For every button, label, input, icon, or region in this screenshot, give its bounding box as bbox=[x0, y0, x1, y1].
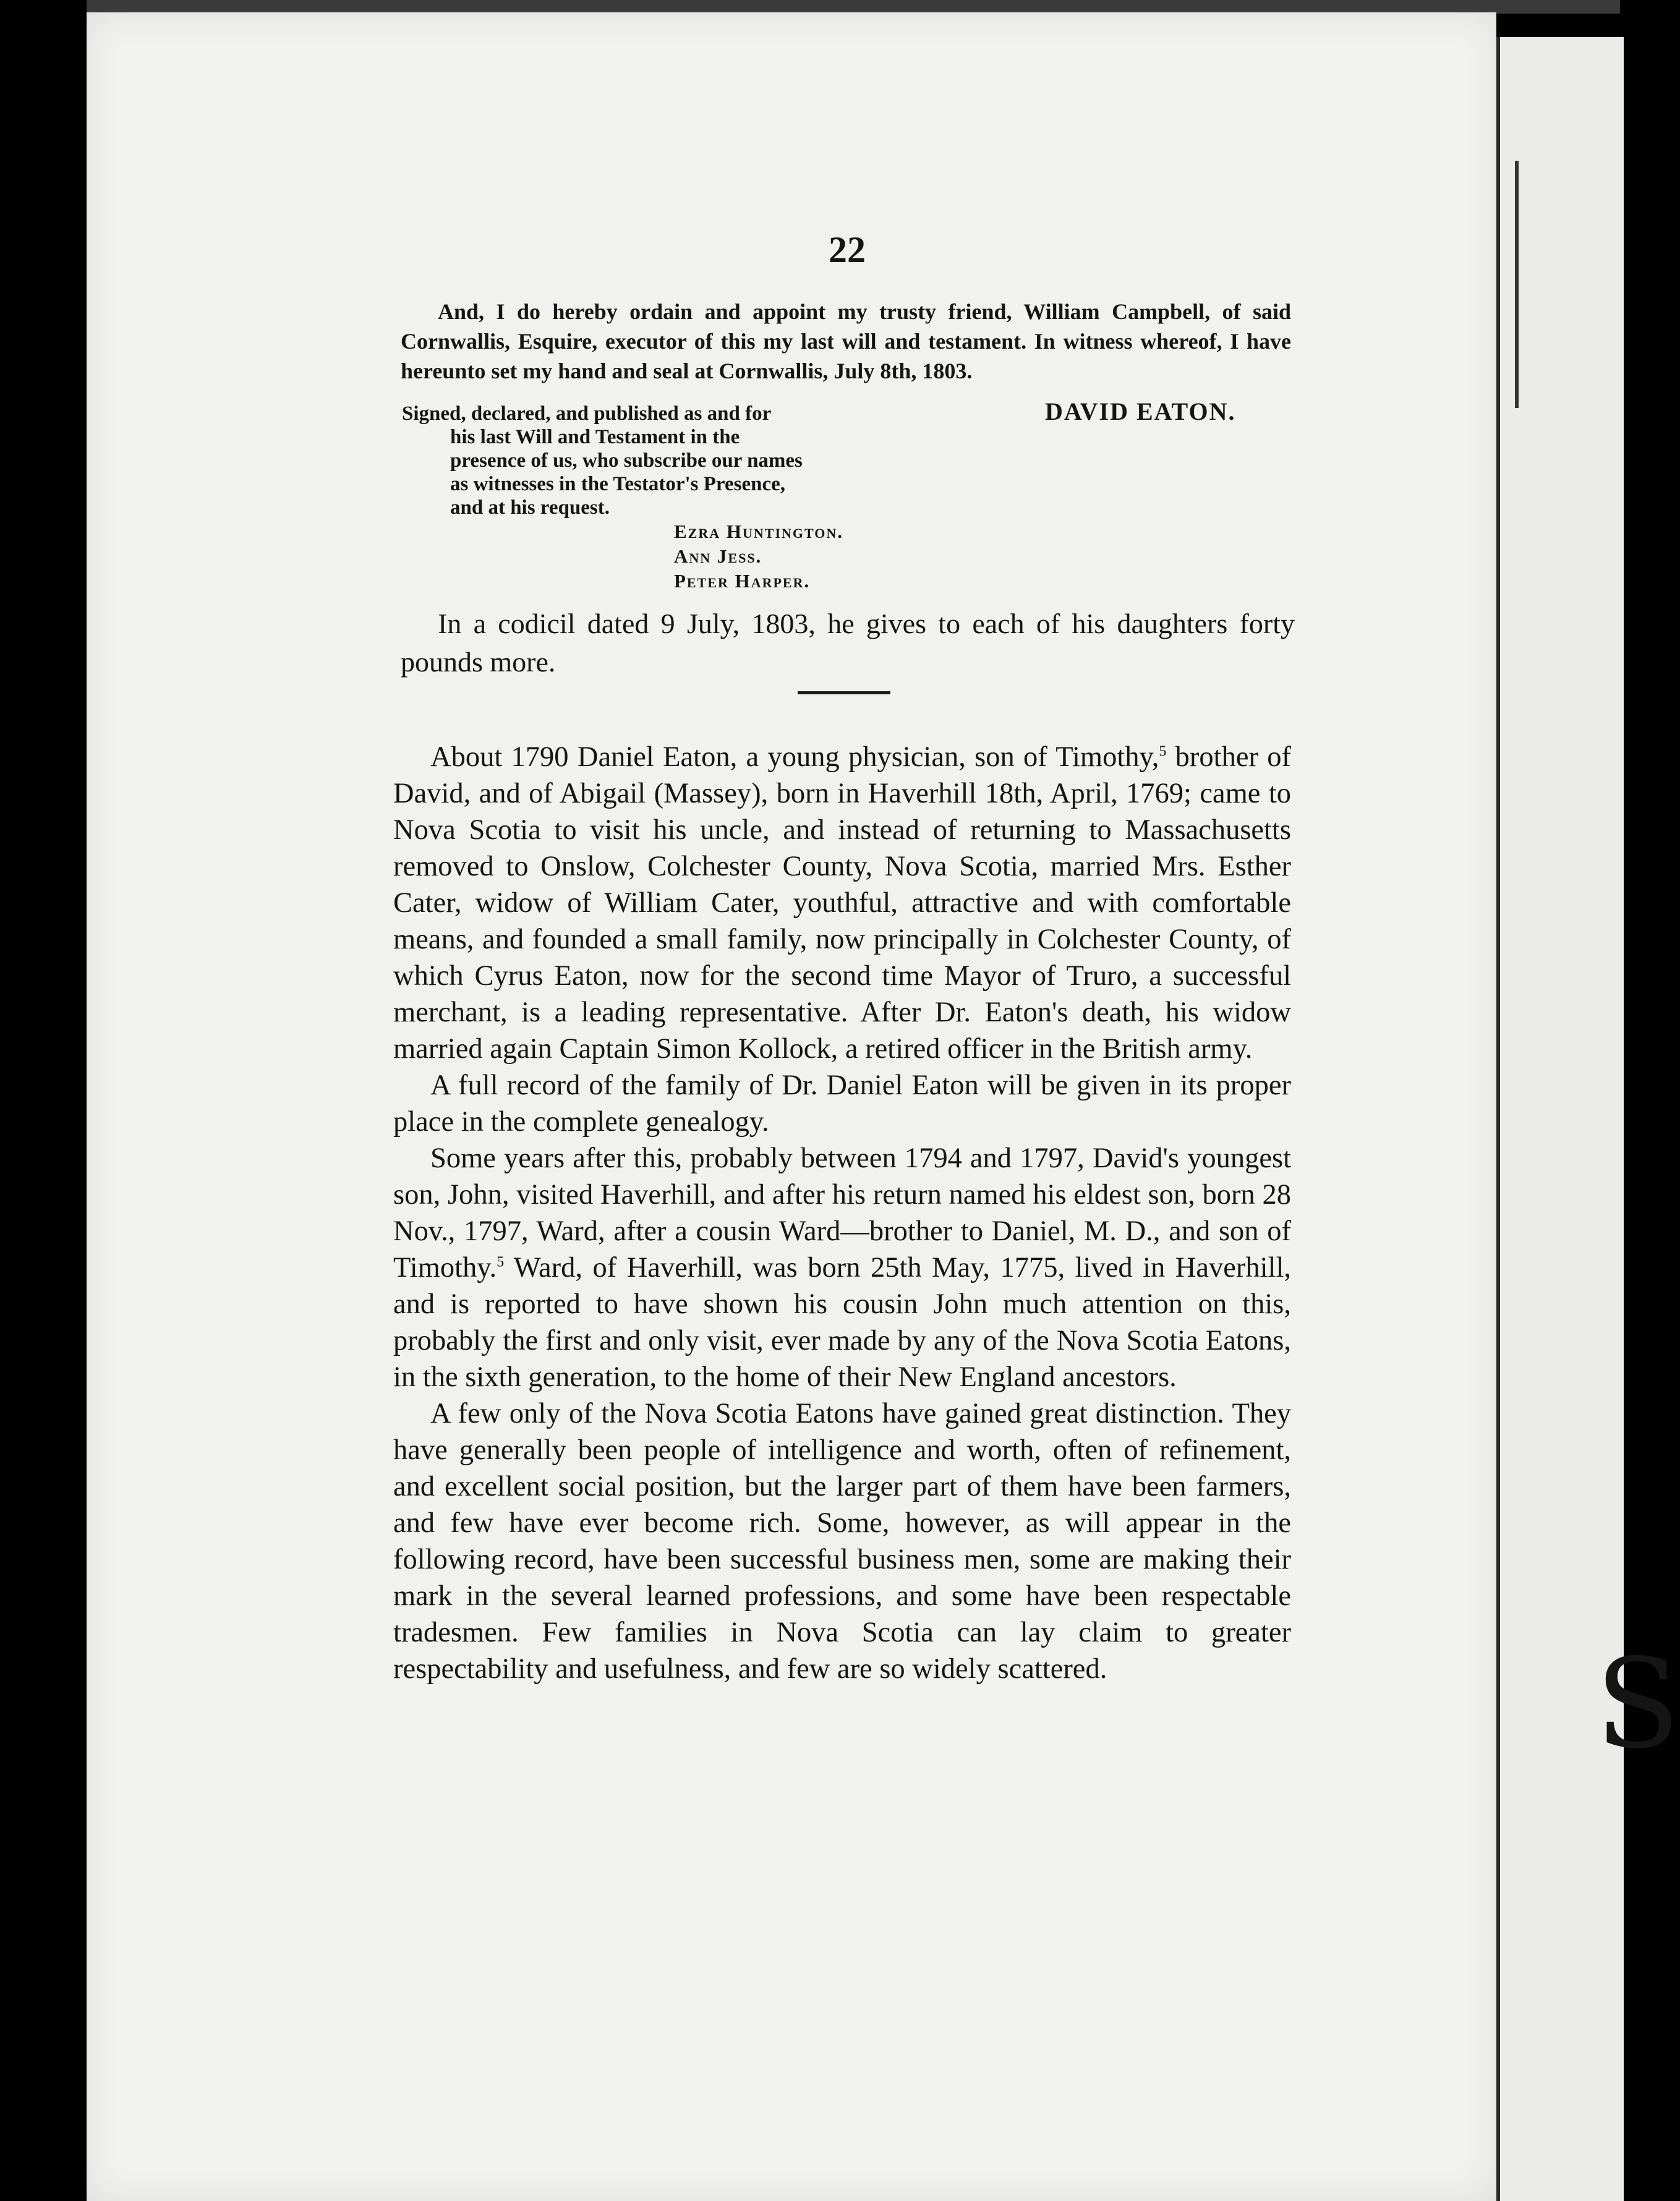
witness-name: Ann Jess. bbox=[674, 545, 762, 567]
testator-signature: DAVID EATON. bbox=[1045, 398, 1236, 425]
paragraph-text: brother of David, and of Abigail (Massey), born in Haverhill 18th, April, 1769; came to Nova Scotia to visit his uncle, and instead of returning to Massachusetts removed to Onslow, Colchester County, Nova Scotia, married Mrs. Esther Cater, widow of William Cater, youthful, attractive and with comfortable means, and founded a small family, now principally in Colchester County, of which Cyrus Eaton, now for the second time Mayor of Truro, a successful merchant, is a leading representative. After Dr. Eaton's death, his widow married again Captain Simon Kollock, a retired officer in the British army. bbox=[393, 741, 1291, 1065]
adjacent-page-glyph: S bbox=[1595, 1632, 1680, 1776]
paragraph-text: A few only of the Nova Scotia Eatons have gained great distinction. They have generally been people of intelligence and worth, often of refinement, and excellent social position, but the larger part of them have been farmers, and few have ever become rich. Some, however, as will appear in the following record, have been successful business men, some are making their mark in the several learned professions, and some have been respectable tradesmen. Few families in Nova Scotia can lay claim to greater respectability and usefulness, and few are so widely scattered. bbox=[393, 1398, 1291, 1685]
paragraph bbox=[393, 1140, 1291, 1395]
paragraph-text: A full record of the family of Dr. Daniel Eaton will be given in its proper place in the complete genealogy. bbox=[393, 1070, 1291, 1138]
attestation-line: and at his request. bbox=[450, 496, 610, 519]
footnote-marker: 5 bbox=[1159, 743, 1167, 760]
adjacent-page-mark bbox=[1515, 161, 1519, 408]
attestation-clause bbox=[402, 402, 872, 519]
witness-name: Peter Harper. bbox=[674, 570, 811, 592]
page-number: 22 bbox=[829, 229, 866, 270]
paragraph bbox=[393, 1067, 1291, 1140]
paragraph bbox=[393, 1395, 1291, 1687]
witness-list bbox=[674, 519, 934, 594]
paragraph-text: About 1790 Daniel Eaton, a young physician, son of Timothy, bbox=[430, 741, 1159, 773]
footnote-marker: 5 bbox=[497, 1254, 505, 1271]
body-text bbox=[393, 739, 1291, 1687]
attestation-line: Signed, declared, and published as and for bbox=[402, 402, 772, 425]
paragraph bbox=[393, 739, 1291, 1067]
witness-name: Ezra Huntington. bbox=[674, 521, 844, 542]
scan-top-edge bbox=[87, 0, 1620, 14]
section-divider bbox=[798, 691, 890, 694]
attestation-line: presence of us, who subscribe our names bbox=[450, 449, 803, 472]
attestation-line: his last Will and Testament in the bbox=[450, 426, 740, 448]
paragraph-text: Some years after this, probably between 1794 and 1797, David's youngest son, John, visited Haverhill, and after his return named his eldest son, born 28 Nov., 1797, Ward, after a cousin Ward—brother to Daniel, M. D., and son of Timothy. bbox=[393, 1143, 1291, 1284]
codicil-note: In a codicil dated 9 July, 1803, he gives to each of his daughters forty pounds more. bbox=[401, 608, 1295, 678]
attestation-line: as witnesses in the Testator's Presence, bbox=[450, 473, 786, 495]
will-executor-clause: And, I do hereby ordain and appoint my trusty friend, William Campbell, of said Cornwallis, Esquire, executor of this my last will and testament. In witness whereof, I have hereunto set my hand and seal at Cornwallis, July 8th, 1803. bbox=[401, 299, 1291, 383]
paragraph-text: Ward, of Haverhill, was born 25th May, 1775, lived in Haverhill, and is reported to have shown his cousin John much attention on this, probably the first and only visit, ever made by any of the Nova Scotia Eatons, in the sixth generation, to the home of their New England ancestors. bbox=[393, 1252, 1291, 1393]
